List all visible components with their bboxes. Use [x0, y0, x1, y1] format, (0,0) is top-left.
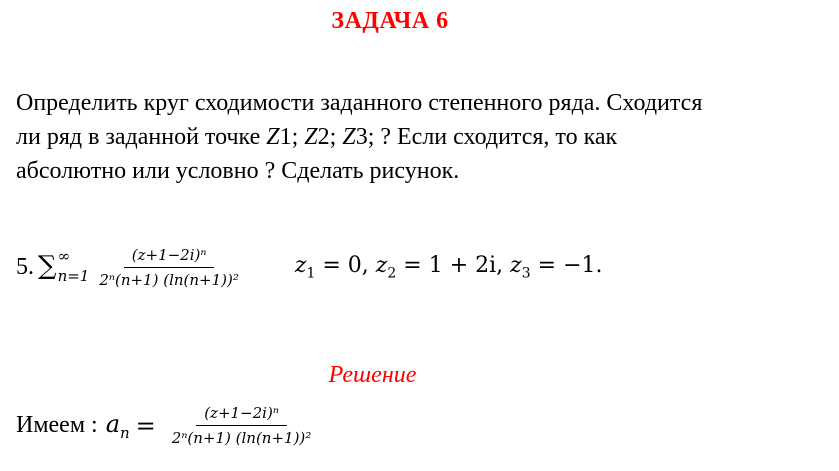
solution-lead-text: Имеем : [16, 412, 98, 438]
sum-upper-limit: ∞ [57, 246, 71, 265]
z3-subscript: 3 [521, 265, 531, 282]
z1-subscript: 1 [306, 265, 316, 282]
z2-symbol: z [375, 253, 388, 279]
point-label-z3: Z [342, 124, 356, 150]
point-label-z3-num: 3 [355, 124, 368, 150]
general-term-fraction [168, 404, 316, 447]
given-points [295, 253, 603, 281]
sum-lower-limit: n=1 [57, 266, 90, 285]
series-term-fraction [95, 246, 243, 289]
point-label-z2-num: 2 [317, 124, 330, 150]
z2-value: = 1 + 2i, [396, 253, 511, 279]
point-label-z1-num: 1 [279, 124, 292, 150]
problem-statement [16, 86, 816, 188]
a-symbol: a [105, 409, 120, 438]
problem-line-2-text: ли ряд в заданной точке [16, 124, 267, 150]
problem-line-3: абсолютно или условно ? Сделать рисунок. [16, 158, 460, 184]
solution-heading: Решение [328, 362, 417, 388]
a-subscript: n [120, 423, 130, 442]
sum-limits [57, 246, 90, 285]
point-label-z1: Z [266, 124, 280, 150]
z1-symbol: z [294, 253, 307, 279]
problem-line-2-tail: ; ? Если сходится, то как [367, 124, 618, 150]
series-item-5 [16, 246, 603, 289]
fraction-numerator: (z+1−2i)ⁿ [124, 246, 215, 268]
separator: ; [329, 124, 343, 150]
task-title: ЗАДАЧА 6 [331, 8, 449, 34]
general-term-equation [16, 404, 321, 447]
point-label-z2: Z [304, 124, 318, 150]
fraction-numerator: (z+1−2i)ⁿ [196, 404, 287, 426]
separator: ; [291, 124, 305, 150]
z1-value: = 0, [315, 253, 376, 279]
problem-line-2 [16, 120, 816, 154]
z2-subscript: 2 [387, 265, 397, 282]
equals-sign: = [135, 411, 156, 440]
z3-symbol: z [510, 253, 522, 279]
problem-line-1: Определить круг сходимости заданного степенного ряда. Сходится [16, 90, 703, 116]
sum-operator [38, 246, 90, 285]
sigma-symbol: ∑ [38, 250, 57, 281]
z3-value: = −1. [530, 253, 603, 279]
item-number: 5. [16, 254, 34, 280]
fraction-denominator: 2ⁿ(n+1) (ln(n+1))² [99, 271, 239, 289]
fraction-denominator: 2ⁿ(n+1) (ln(n+1))² [171, 429, 312, 447]
general-term-symbol [106, 410, 130, 442]
